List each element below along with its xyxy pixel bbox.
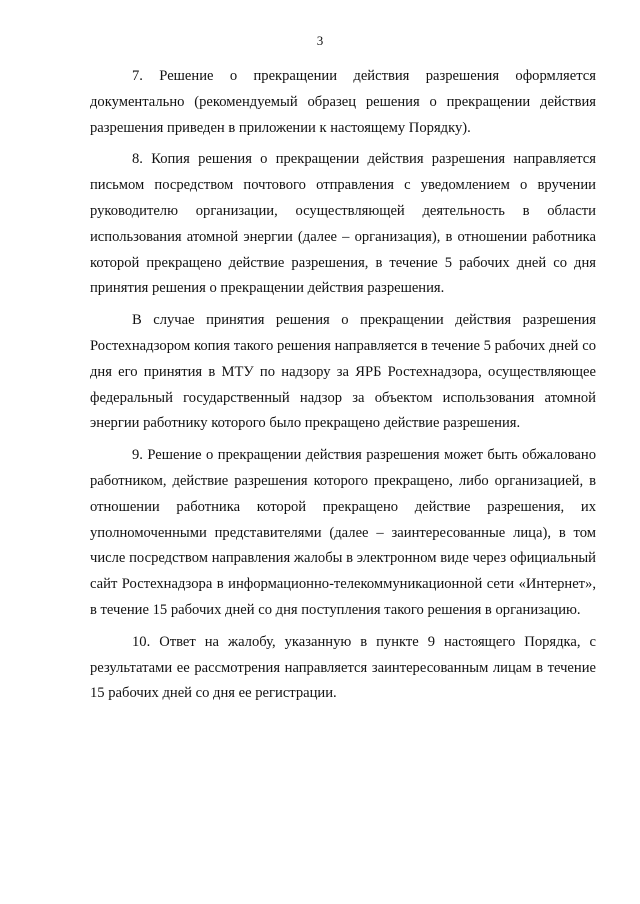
- paragraph-item-9: 9. Решение о прекращении действия разрешения может быть обжаловано работником, действие разрешения которого прекращено, либо организацией, в отношении работника которой прекращено действие разрешения, их уполномоченными представителями (далее – заинтересованные лица), в том числе посредством направления жалобы в электронном виде через официальный сайт Ростехнадзора в информационно-телекоммуникационной сети «Интернет», в течение 15 рабочих дней со дня поступления такого решения в организацию.: [90, 447, 596, 618]
- paragraph-item-7: 7. Решение о прекращении действия разрешения оформляется документально (рекомендуемый образец решения о прекращении действия разрешения приведен в приложении к настоящему Порядку).: [90, 68, 596, 136]
- document-body: [90, 64, 596, 713]
- paragraph-item-8: 8. Копия решения о прекращении действия разрешения направляется письмом посредством почтового отправления с уведомлением о вручении руководителю организации, осуществляющей деятельность в области использования атомной энергии (далее – организация), в отношении работника которой прекращено действие разрешения, в течение 5 рабочих дней со дня принятия решения о прекращении действия разрешения.: [90, 151, 596, 297]
- page-number: 3: [316, 33, 324, 48]
- paragraph-item-10: 10. Ответ на жалобу, указанную в пункте 9 настоящего Порядка, с результатами ее рассмотрения направляется заинтересованным лицам в течение 15 рабочих дней со дня ее регистрации.: [90, 633, 596, 702]
- paragraph-rostekhnadzor-case: В случае принятия решения о прекращении действия разрешения Ростехнадзором копия такого решения направляется в течение 5 рабочих дней со дня его принятия в МТУ по надзору за ЯРБ Ростехнадзора, осуществляющее федеральный государственный надзор за объектом использования атомной энергии работнику которого было прекращено действие разрешения.: [90, 312, 596, 432]
